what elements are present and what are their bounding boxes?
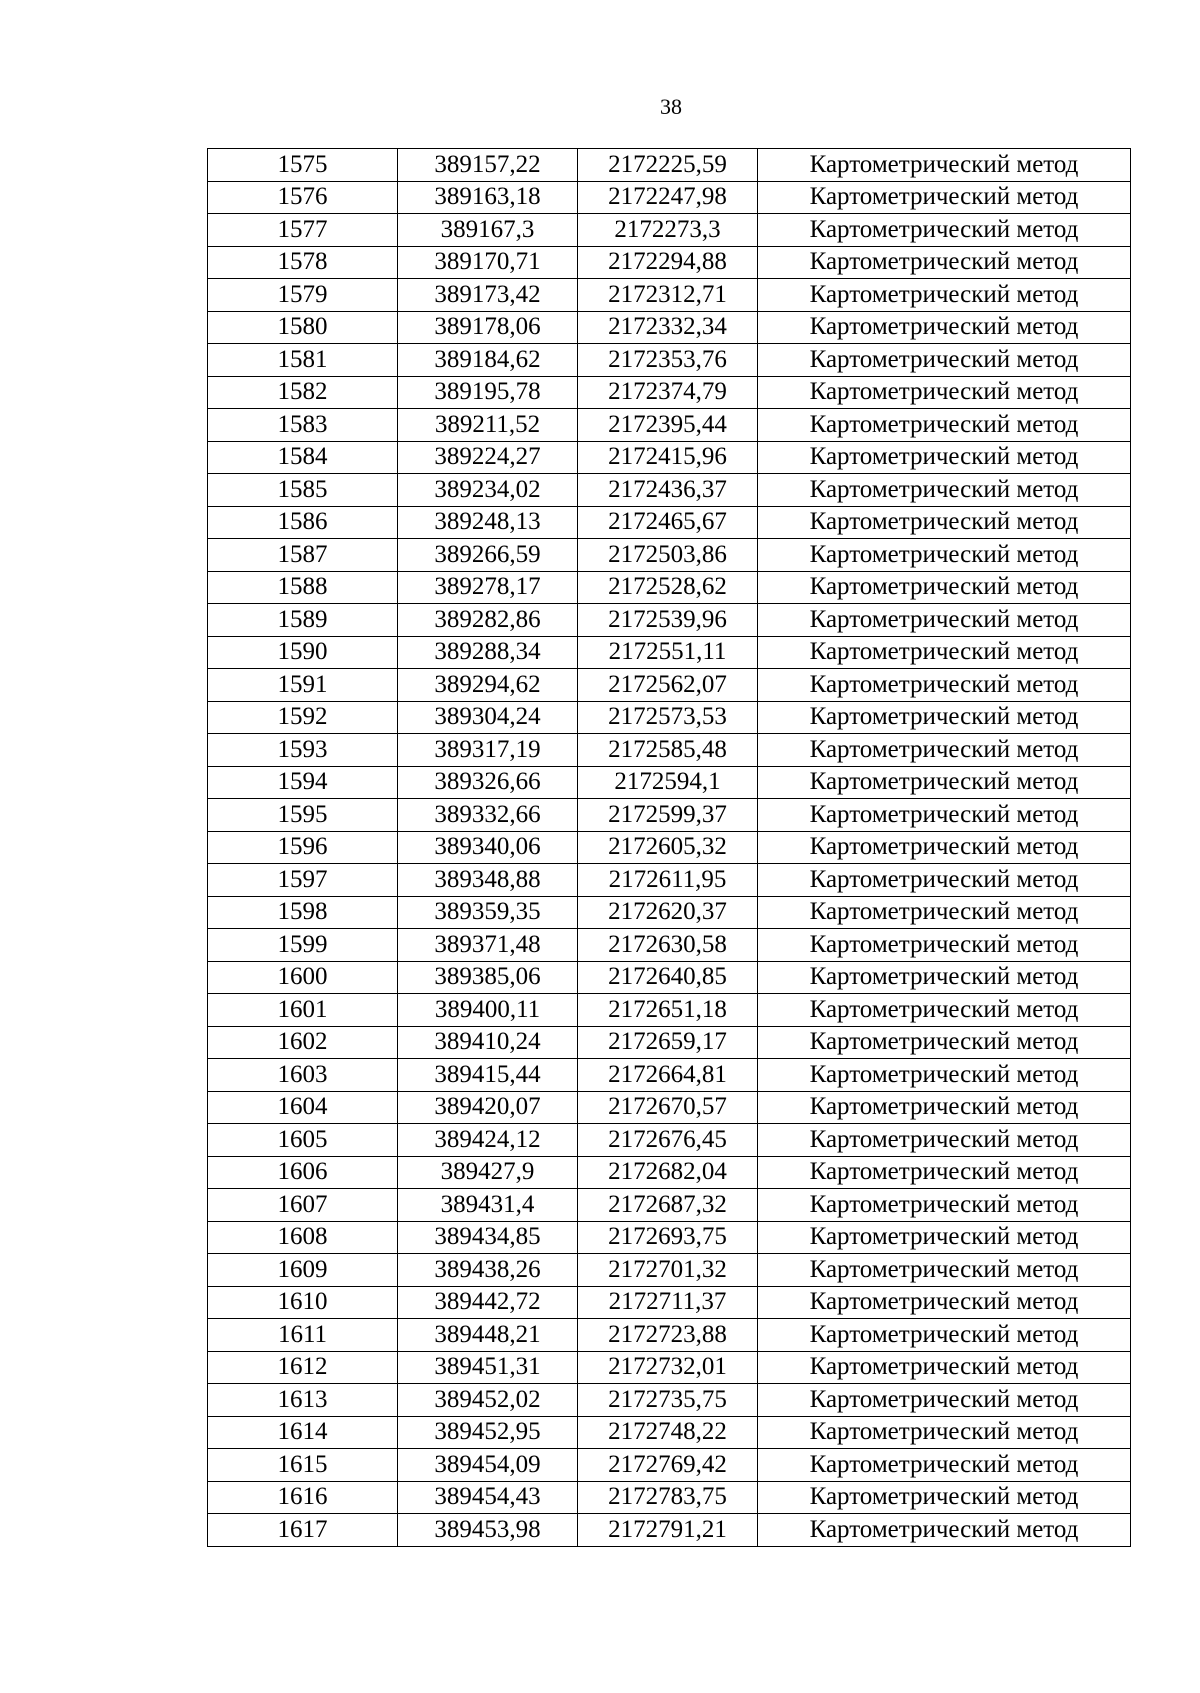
y-coordinate-cell: 2172551,11: [578, 636, 758, 669]
y-coordinate-cell: 2172225,59: [578, 149, 758, 182]
x-coordinate-cell: 389431,4: [398, 1189, 578, 1222]
table-row: [208, 799, 1131, 832]
point-number-cell: 1605: [208, 1124, 398, 1157]
x-coordinate-cell: 389163,18: [398, 181, 578, 214]
point-number-cell: 1594: [208, 766, 398, 799]
y-coordinate-cell: 2172573,53: [578, 701, 758, 734]
table-row: [208, 1481, 1131, 1514]
point-number-cell: 1583: [208, 409, 398, 442]
point-number-cell: 1589: [208, 604, 398, 637]
point-number-cell: 1616: [208, 1481, 398, 1514]
y-coordinate-cell: 2172562,07: [578, 669, 758, 702]
y-coordinate-cell: 2172693,75: [578, 1221, 758, 1254]
point-number-cell: 1592: [208, 701, 398, 734]
x-coordinate-cell: 389178,06: [398, 311, 578, 344]
table-row: [208, 214, 1131, 247]
y-coordinate-cell: 2172353,76: [578, 344, 758, 377]
method-cell: Картометрический метод: [758, 474, 1131, 507]
point-number-cell: 1598: [208, 896, 398, 929]
y-coordinate-cell: 2172395,44: [578, 409, 758, 442]
table-row: [208, 441, 1131, 474]
table-row: [208, 409, 1131, 442]
table-row: [208, 961, 1131, 994]
point-number-cell: 1613: [208, 1384, 398, 1417]
y-coordinate-cell: 2172465,67: [578, 506, 758, 539]
method-cell: Картометрический метод: [758, 214, 1131, 247]
table-row: [208, 831, 1131, 864]
point-number-cell: 1580: [208, 311, 398, 344]
method-cell: Картометрический метод: [758, 1481, 1131, 1514]
table-row: [208, 669, 1131, 702]
y-coordinate-cell: 2172711,37: [578, 1286, 758, 1319]
y-coordinate-cell: 2172640,85: [578, 961, 758, 994]
x-coordinate-cell: 389348,88: [398, 864, 578, 897]
table-row: [208, 766, 1131, 799]
x-coordinate-cell: 389234,02: [398, 474, 578, 507]
page-number: 38: [660, 94, 682, 119]
point-number-cell: 1599: [208, 929, 398, 962]
point-number-cell: 1597: [208, 864, 398, 897]
point-number-cell: 1617: [208, 1514, 398, 1547]
method-cell: Картометрический метод: [758, 766, 1131, 799]
y-coordinate-cell: 2172594,1: [578, 766, 758, 799]
method-cell: Картометрический метод: [758, 1091, 1131, 1124]
table-row: [208, 246, 1131, 279]
x-coordinate-cell: 389451,31: [398, 1351, 578, 1384]
point-number-cell: 1587: [208, 539, 398, 572]
point-number-cell: 1576: [208, 181, 398, 214]
point-number-cell: 1590: [208, 636, 398, 669]
x-coordinate-cell: 389195,78: [398, 376, 578, 409]
x-coordinate-cell: 389415,44: [398, 1059, 578, 1092]
method-cell: Картометрический метод: [758, 279, 1131, 312]
point-number-cell: 1614: [208, 1416, 398, 1449]
method-cell: Картометрический метод: [758, 1254, 1131, 1287]
point-number-cell: 1579: [208, 279, 398, 312]
y-coordinate-cell: 2172735,75: [578, 1384, 758, 1417]
point-number-cell: 1601: [208, 994, 398, 1027]
y-coordinate-cell: 2172791,21: [578, 1514, 758, 1547]
table-row: [208, 506, 1131, 539]
y-coordinate-cell: 2172294,88: [578, 246, 758, 279]
method-cell: Картометрический метод: [758, 409, 1131, 442]
x-coordinate-cell: 389454,43: [398, 1481, 578, 1514]
table-row: [208, 1286, 1131, 1319]
x-coordinate-cell: 389442,72: [398, 1286, 578, 1319]
method-cell: Картометрический метод: [758, 1124, 1131, 1157]
x-coordinate-cell: 389434,85: [398, 1221, 578, 1254]
table-row: [208, 1319, 1131, 1352]
x-coordinate-cell: 389294,62: [398, 669, 578, 702]
method-cell: Картометрический метод: [758, 376, 1131, 409]
method-cell: Картометрический метод: [758, 1189, 1131, 1222]
method-cell: Картометрический метод: [758, 441, 1131, 474]
point-number-cell: 1612: [208, 1351, 398, 1384]
point-number-cell: 1577: [208, 214, 398, 247]
y-coordinate-cell: 2172664,81: [578, 1059, 758, 1092]
method-cell: Картометрический метод: [758, 896, 1131, 929]
x-coordinate-cell: 389438,26: [398, 1254, 578, 1287]
x-coordinate-cell: 389424,12: [398, 1124, 578, 1157]
x-coordinate-cell: 389224,27: [398, 441, 578, 474]
point-number-cell: 1602: [208, 1026, 398, 1059]
method-cell: Картометрический метод: [758, 604, 1131, 637]
table-row: [208, 1351, 1131, 1384]
y-coordinate-cell: 2172503,86: [578, 539, 758, 572]
table-body: [208, 149, 1131, 1547]
table-row: [208, 929, 1131, 962]
point-number-cell: 1596: [208, 831, 398, 864]
y-coordinate-cell: 2172630,58: [578, 929, 758, 962]
method-cell: Картометрический метод: [758, 864, 1131, 897]
x-coordinate-cell: 389326,66: [398, 766, 578, 799]
x-coordinate-cell: 389359,35: [398, 896, 578, 929]
y-coordinate-cell: 2172539,96: [578, 604, 758, 637]
method-cell: Картометрический метод: [758, 799, 1131, 832]
method-cell: Картометрический метод: [758, 1221, 1131, 1254]
table-row: [208, 571, 1131, 604]
point-number-cell: 1610: [208, 1286, 398, 1319]
x-coordinate-cell: 389340,06: [398, 831, 578, 864]
y-coordinate-cell: 2172687,32: [578, 1189, 758, 1222]
point-number-cell: 1581: [208, 344, 398, 377]
method-cell: Картометрический метод: [758, 1286, 1131, 1319]
method-cell: Картометрический метод: [758, 734, 1131, 767]
table-row: [208, 701, 1131, 734]
table-row: [208, 1254, 1131, 1287]
table-row: [208, 1189, 1131, 1222]
x-coordinate-cell: 389452,02: [398, 1384, 578, 1417]
x-coordinate-cell: 389184,62: [398, 344, 578, 377]
method-cell: Картометрический метод: [758, 636, 1131, 669]
table-row: [208, 1156, 1131, 1189]
table-row: [208, 1059, 1131, 1092]
y-coordinate-cell: 2172670,57: [578, 1091, 758, 1124]
x-coordinate-cell: 389278,17: [398, 571, 578, 604]
point-number-cell: 1585: [208, 474, 398, 507]
point-number-cell: 1584: [208, 441, 398, 474]
table-row: [208, 1449, 1131, 1482]
x-coordinate-cell: 389282,86: [398, 604, 578, 637]
y-coordinate-cell: 2172436,37: [578, 474, 758, 507]
table-row: [208, 279, 1131, 312]
x-coordinate-cell: 389427,9: [398, 1156, 578, 1189]
y-coordinate-cell: 2172769,42: [578, 1449, 758, 1482]
method-cell: Картометрический метод: [758, 1156, 1131, 1189]
point-number-cell: 1578: [208, 246, 398, 279]
method-cell: Картометрический метод: [758, 1351, 1131, 1384]
x-coordinate-cell: 389170,71: [398, 246, 578, 279]
method-cell: Картометрический метод: [758, 181, 1131, 214]
x-coordinate-cell: 389304,24: [398, 701, 578, 734]
point-number-cell: 1609: [208, 1254, 398, 1287]
y-coordinate-cell: 2172732,01: [578, 1351, 758, 1384]
x-coordinate-cell: 389288,34: [398, 636, 578, 669]
method-cell: Картометрический метод: [758, 831, 1131, 864]
table-row: [208, 734, 1131, 767]
method-cell: Картометрический метод: [758, 311, 1131, 344]
x-coordinate-cell: 389371,48: [398, 929, 578, 962]
table-row: [208, 474, 1131, 507]
x-coordinate-cell: 389317,19: [398, 734, 578, 767]
point-number-cell: 1586: [208, 506, 398, 539]
method-cell: Картометрический метод: [758, 701, 1131, 734]
y-coordinate-cell: 2172528,62: [578, 571, 758, 604]
point-number-cell: 1611: [208, 1319, 398, 1352]
point-number-cell: 1595: [208, 799, 398, 832]
y-coordinate-cell: 2172585,48: [578, 734, 758, 767]
table-row: [208, 539, 1131, 572]
table-row: [208, 149, 1131, 182]
method-cell: Картометрический метод: [758, 1384, 1131, 1417]
point-number-cell: 1606: [208, 1156, 398, 1189]
y-coordinate-cell: 2172620,37: [578, 896, 758, 929]
y-coordinate-cell: 2172659,17: [578, 1026, 758, 1059]
y-coordinate-cell: 2172651,18: [578, 994, 758, 1027]
x-coordinate-cell: 389400,11: [398, 994, 578, 1027]
y-coordinate-cell: 2172599,37: [578, 799, 758, 832]
point-number-cell: 1591: [208, 669, 398, 702]
table-row: [208, 896, 1131, 929]
method-cell: Картометрический метод: [758, 149, 1131, 182]
y-coordinate-cell: 2172676,45: [578, 1124, 758, 1157]
point-number-cell: 1604: [208, 1091, 398, 1124]
y-coordinate-cell: 2172312,71: [578, 279, 758, 312]
y-coordinate-cell: 2172247,98: [578, 181, 758, 214]
point-number-cell: 1600: [208, 961, 398, 994]
table-row: [208, 604, 1131, 637]
y-coordinate-cell: 2172682,04: [578, 1156, 758, 1189]
x-coordinate-cell: 389211,52: [398, 409, 578, 442]
method-cell: Картометрический метод: [758, 994, 1131, 1027]
x-coordinate-cell: 389452,95: [398, 1416, 578, 1449]
table-row: [208, 1026, 1131, 1059]
point-number-cell: 1575: [208, 149, 398, 182]
method-cell: Картометрический метод: [758, 1416, 1131, 1449]
point-number-cell: 1603: [208, 1059, 398, 1092]
method-cell: Картометрический метод: [758, 1514, 1131, 1547]
method-cell: Картометрический метод: [758, 669, 1131, 702]
table-row: [208, 344, 1131, 377]
point-number-cell: 1608: [208, 1221, 398, 1254]
table-row: [208, 311, 1131, 344]
x-coordinate-cell: 389332,66: [398, 799, 578, 832]
x-coordinate-cell: 389420,07: [398, 1091, 578, 1124]
coordinates-table: [207, 148, 1131, 1547]
method-cell: Картометрический метод: [758, 929, 1131, 962]
point-number-cell: 1582: [208, 376, 398, 409]
table-row: [208, 1514, 1131, 1547]
method-cell: Картометрический метод: [758, 1059, 1131, 1092]
point-number-cell: 1607: [208, 1189, 398, 1222]
point-number-cell: 1615: [208, 1449, 398, 1482]
point-number-cell: 1593: [208, 734, 398, 767]
method-cell: Картометрический метод: [758, 1449, 1131, 1482]
table-row: [208, 376, 1131, 409]
x-coordinate-cell: 389173,42: [398, 279, 578, 312]
method-cell: Картометрический метод: [758, 961, 1131, 994]
x-coordinate-cell: 389157,22: [398, 149, 578, 182]
y-coordinate-cell: 2172415,96: [578, 441, 758, 474]
y-coordinate-cell: 2172273,3: [578, 214, 758, 247]
x-coordinate-cell: 389385,06: [398, 961, 578, 994]
table-row: [208, 1416, 1131, 1449]
y-coordinate-cell: 2172701,32: [578, 1254, 758, 1287]
method-cell: Картометрический метод: [758, 571, 1131, 604]
y-coordinate-cell: 2172723,88: [578, 1319, 758, 1352]
x-coordinate-cell: 389453,98: [398, 1514, 578, 1547]
x-coordinate-cell: 389454,09: [398, 1449, 578, 1482]
table-row: [208, 1384, 1131, 1417]
y-coordinate-cell: 2172748,22: [578, 1416, 758, 1449]
table-row: [208, 1091, 1131, 1124]
method-cell: Картометрический метод: [758, 506, 1131, 539]
y-coordinate-cell: 2172783,75: [578, 1481, 758, 1514]
x-coordinate-cell: 389410,24: [398, 1026, 578, 1059]
y-coordinate-cell: 2172374,79: [578, 376, 758, 409]
method-cell: Картометрический метод: [758, 246, 1131, 279]
y-coordinate-cell: 2172605,32: [578, 831, 758, 864]
y-coordinate-cell: 2172332,34: [578, 311, 758, 344]
x-coordinate-cell: 389167,3: [398, 214, 578, 247]
table-row: [208, 181, 1131, 214]
table-row: [208, 1124, 1131, 1157]
method-cell: Картометрический метод: [758, 539, 1131, 572]
method-cell: Картометрический метод: [758, 1026, 1131, 1059]
table-row: [208, 636, 1131, 669]
table-row: [208, 864, 1131, 897]
table-row: [208, 1221, 1131, 1254]
x-coordinate-cell: 389448,21: [398, 1319, 578, 1352]
x-coordinate-cell: 389266,59: [398, 539, 578, 572]
method-cell: Картометрический метод: [758, 344, 1131, 377]
table-row: [208, 994, 1131, 1027]
x-coordinate-cell: 389248,13: [398, 506, 578, 539]
method-cell: Картометрический метод: [758, 1319, 1131, 1352]
y-coordinate-cell: 2172611,95: [578, 864, 758, 897]
point-number-cell: 1588: [208, 571, 398, 604]
